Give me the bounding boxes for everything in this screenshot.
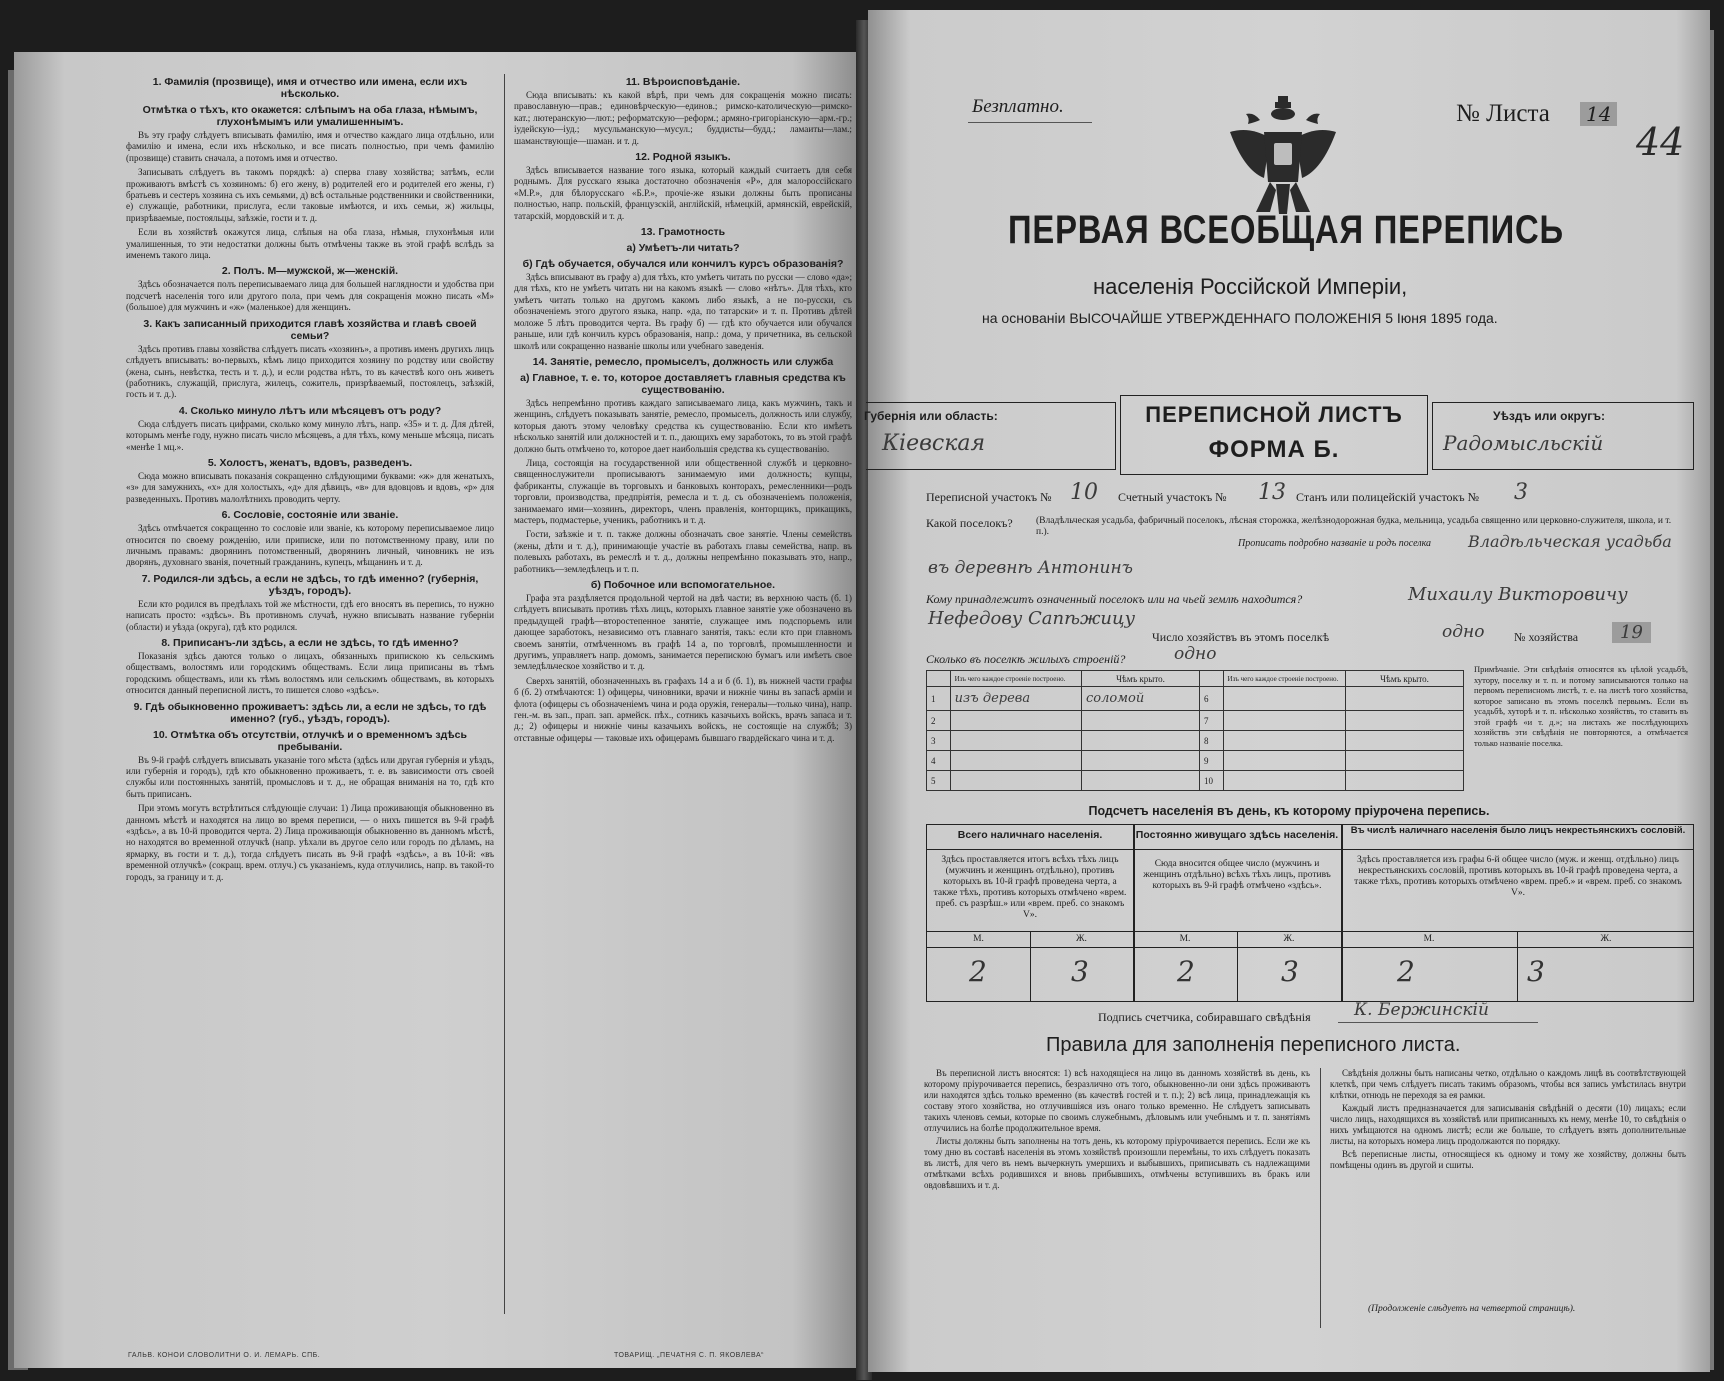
signature-line	[1338, 1022, 1538, 1023]
gubernia-box	[866, 402, 1116, 470]
bld-row-number-2: 8	[1199, 731, 1223, 751]
instruction-paragraph: Сверхъ занятій, обозначенныхъ въ графахъ 14 а и б (б. 1), въ нижней части графы б (б. 2) отмѣчаются: 1) офицеры, чиновники, врачи и нижніе чины въ запасѣ арміи и флота (офицеры съ обозначеніемъ чина и рода оружія, генералы—только чина), напр. ген.-м. въ зап., прап. зап. армейск. пѣх., сотникъ казачьихъ войскъ, врачъ запаса и т. д.; 2) офицеры и нижніе чины казачьихъ войскъ, не состоящіе на службѣ; 3) отставные офицеры — таковые ихъ офицерамъ бывшаго гвардейскаго чина и т. д.	[514, 675, 852, 743]
rules-paragraph: Листы должны быть заполнены на тотъ день, къ которому пріурочивается перепись. Если же къ тому дню въ составѣ населенія въ этомъ хозяйствѣ произошли перемѣны, то ихъ слѣдуетъ показать въ листѣ, для чего въ немъ вычеркнуть умершихъ и выбывшихъ, приписывать съ надлежащими отмѣтками всѣхъ родившихся и вновь прибывшихъ, отмѣчены вступившихъ въ бракъ или овдовѣвшихъ и т. д.	[924, 1136, 1310, 1190]
bld-row-roof	[1082, 771, 1200, 791]
census-title: ПЕРВАЯ ВСЕОБЩАЯ ПЕРЕПИСЬ	[1008, 208, 1564, 252]
rules-divider	[1320, 1068, 1321, 1328]
form-title: ПЕРЕПИСНОЙ ЛИСТЪ	[1145, 402, 1403, 427]
instruction-paragraph: Сюда слѣдуетъ писать цифрами, сколько кому минуло лѣтъ, напр. «35» и т. д. Для дѣтей, которымъ менѣе году, нужно писать число мѣсяцевъ, а для тѣхъ, кому меньше мѣсяца, писать «менѣе 1 мц.».	[126, 418, 494, 452]
bld-row-roof	[1082, 711, 1200, 731]
instruction-paragraph: Здѣсь противъ главы хозяйства слѣдуетъ писать «хозяинъ», а противъ именъ другихъ лицъ слѣдуетъ вписывать: во-первыхъ, кѣмъ лицо приходится хозяину по родству или свойству (жена, сынъ, невѣстка, тесть и т. д.), и если родства нѣтъ, то въ качествѣ кого онъ живетъ (работникъ, служащій, прислуга, жилецъ, сожитель, призрѣваемый, постоялецъ, заѣзжій, гость и т. д.).	[126, 343, 494, 400]
instruction-heading: 5. Холостъ, женатъ, вдовъ, разведенъ.	[207, 456, 413, 469]
instruction-paragraph: Записывать слѣдуетъ въ такомъ порядкѣ: а) сперва главу хозяйства; затѣмъ, если проживаютъ вмѣстѣ съ хозяиномъ: б) его жену, в) родителей его и родителей его жены, г) братьевъ и сестеръ хозяина съ ихъ семьями, д) всѣ остальные родственники и свойственники, е) служащіе, работники, прислуга, если таковые имѣются, и ихъ семьи, ж) жильцы, призрѣваемые, постояльцы, заѣзжіе, гости и т. д.	[126, 167, 494, 223]
owner-label: Кому принадлежитъ означенный поселокъ или на чьей землѣ находится?	[926, 592, 1303, 606]
instruction-heading: 2. Полъ. М—мужской, ж—женскій.	[221, 265, 399, 278]
count-text-permanent: Сюда вносится общее число (мужчинъ и женщинъ отдѣльно) всѣхъ тѣхъ лицъ, противъ которыхъ въ 9-й графѣ отмѣчено «здѣсь».	[1143, 859, 1331, 891]
instruction-paragraph: Здѣсь вписывают въ графу а) для тѣхъ, кто умѣетъ читать по русски — слово «да»; для тѣхъ, кто не умѣетъ читать ни на какомъ языкѣ — слово «нѣтъ». Для тѣхъ, кто умѣетъ читать только на другомъ какомъ либо языкѣ, а не по-русски, съ обозначеніемъ этого другого языка, напр. «да, по татарски» и т. п. Противъ дѣтей моложе 5 лѣтъ проводится черта. Въ графу б) — гдѣ кто обучается или обучался раньше, или гдѣ кончилъ курсъ образованія, напр.: дома, у причетника, въ сельской школѣ или сокращенно названіе школы или учебнаго заведенія.	[514, 272, 852, 351]
instruction-paragraph: Въ эту графу слѣдуетъ вписывать фамилію, имя и отчество каждаго лица отдѣльно, или фамилію и имена, если ихъ нѣсколько, и все писать полностью, при чемъ фамилію (прозвище) ставить сначала, а потомъ имя и отчество.	[126, 130, 494, 163]
count-value-permanent-m: 2	[1177, 955, 1195, 988]
count-zh-label-1: Ж.	[1076, 934, 1087, 944]
signature-value: К. Бержинскій	[1354, 1000, 1489, 1020]
rules-paragraph: Каждый листъ предназначается для записыванія свѣдѣній о десяти (10) лицахъ; если число лицъ, находящихся въ хозяйствѣ или приписанныхъ къ нему, менѣе 10, то свѣдѣнія о нихъ умѣщаются на одномъ листѣ; если же больше, то слѣдуетъ взять дополнительные листы, на которыхъ номера лицъ продолжаются по порядку.	[1330, 1103, 1686, 1146]
bld-head-roof-2: Чѣмъ крыто.	[1346, 671, 1464, 687]
uezd-label: Уѣздъ или округъ:	[1493, 409, 1606, 423]
bld-row-roof	[1082, 751, 1200, 771]
imperial-eagle-emblem	[1220, 92, 1346, 222]
buildings-value: одно	[1174, 644, 1217, 664]
instruction-paragraph: Сюда вписывать: къ какой вѣрѣ, при чемъ для сокращенія можно писать: православную—прав.; единовѣрческую—единов.; римско-католическую—римско-кат.; лютеранскую—лют.; реформатскую—реформ.; армяно-григоріанскую—арм.-гр.; іудейскую—іуд.; мусульманскую—мусул.; буддисты—будд.; ламаиты—лам.; шаманствующіе—шаман. и т. д.	[514, 90, 852, 146]
bld-row-material	[950, 771, 1081, 791]
stan-value: 3	[1514, 480, 1528, 505]
count-m-label-1: М.	[973, 934, 984, 944]
bld-row-number: 1	[927, 687, 951, 711]
free-underline	[968, 122, 1092, 123]
instructions-column-2	[514, 72, 852, 1342]
count-zh-label-2: Ж.	[1283, 934, 1295, 944]
buildings-label: Сколько въ поселкѣ жилыхъ строеній?	[926, 652, 1126, 666]
gubernia-value: Кіевская	[882, 431, 986, 456]
count-head-permanent: Постоянно живущаго здѣсь населенія.	[1135, 829, 1339, 841]
count-district-label: Счетный участокъ №	[1118, 490, 1227, 504]
count-value-total-m: 2	[969, 955, 987, 988]
uezd-box	[1432, 402, 1694, 470]
form-title-box	[1120, 395, 1428, 475]
bld-row-material	[950, 711, 1081, 731]
settlement-hint-2: Прописать подробно названіе и родъ поселка	[1238, 538, 1432, 549]
bld-row-roof	[1082, 731, 1200, 751]
rules-column-1	[924, 1068, 1310, 1326]
instruction-paragraph: Гости, заѣзжіе и т. п. также должны обозначать свое занятіе. Члены семействъ (жены, дѣти и т. д.), принимающіе участіе въ работахъ главы семейства, напр. въ полевыхъ работахъ, въ ремеслѣ и т. д., должны непремѣнно показывать это, напр., работникъ—земледѣлецъ и т. п.	[514, 529, 852, 574]
bld-row-material	[950, 751, 1081, 771]
buildings-table	[926, 670, 1464, 791]
sheet-number-label: № Листа	[1456, 100, 1550, 127]
buildings-note: Примѣчаніе. Эти свѣдѣнія относятся къ цѣлой усадьбѣ, хутору, поселку и т. п. и потому записываются только на первомъ переписномъ листѣ, т. е. на листѣ того хозяйства, которое записано въ этомъ поселкѣ первымъ. Если въ усадьбѣ, хуторѣ и т. п. нѣсколько хозяйствъ, то ставить въ этой графѣ «и т. д.»; на листахъ же послѣдующихъ хозяйствъ эти свѣдѣнія не повторяются, а отмѣчается только названіе поселка.	[1474, 664, 1688, 748]
count-value-non-peasant-zh: 3	[1527, 955, 1545, 988]
instruction-heading: а) Главное, т. е. то, которое доставляетъ главныя средства къ существованію.	[520, 371, 846, 396]
bld-row-roof: соломой	[1082, 687, 1200, 711]
table-row	[927, 711, 1464, 731]
count-m-label-2: М.	[1179, 934, 1191, 944]
instruction-heading: 13. Грамотность	[640, 226, 726, 239]
signature-label: Подпись счетчика, собиравшаго свѣдѣнія	[1098, 1010, 1311, 1024]
farm-number-label: № хозяйства	[1514, 630, 1579, 644]
instruction-heading: 3. Какъ записанный приходится главѣ хозяйства и главѣ своей семьи?	[143, 317, 477, 342]
count-value-permanent-zh: 3	[1281, 955, 1299, 988]
instruction-heading: а) Умѣетъ-ли читать?	[626, 242, 740, 255]
printer-footer-left: ГАЛЬВ. КОНОИ СЛОВОЛИТНИ О. И. ЛЕМАРЬ. СПБ.	[128, 1352, 321, 1359]
rules-paragraph: Всѣ переписные листы, относящіеся къ одному и тому же хозяйству, должны быть помѣщены одинъ въ другой и сшиты.	[1330, 1149, 1686, 1170]
instruction-heading: 10. Отмѣтка объ отсутствіи, отлучкѣ и о временномъ здѣсь пребываніи.	[153, 728, 467, 753]
uezd-value: Радомысльскій	[1443, 431, 1604, 455]
table-row	[927, 687, 1464, 711]
count-text-non-peasant: Здѣсь проставляется изъ графы 6-й общее число (муж. и женщ. отдѣльно) лицъ некрестьянскихъ сословій, противъ которыхъ въ 10-й графѣ проведена черта, а также тѣхъ, противъ которыхъ отмѣчено «врем. преб.» и «врем. преб. со знакомъ V».	[1354, 855, 1682, 898]
instruction-heading: б) Побочное или вспомогательное.	[590, 579, 776, 591]
bld-row-number-2: 7	[1199, 711, 1223, 731]
bld-head-material-2: Изъ чего каждое строеніе построено.	[1223, 671, 1345, 687]
rules-title: Правила для заполненія переписного листа.	[1046, 1034, 1461, 1056]
settlement-label: Какой поселокъ?	[926, 516, 1013, 530]
table-row	[927, 751, 1464, 771]
bld-row-number-2: 10	[1199, 771, 1223, 791]
free-label: Безплатно.	[972, 96, 1064, 117]
bld-row-number-2: 6	[1199, 687, 1223, 711]
owner-value-2: Нефедову Сапѣжицу	[928, 608, 1136, 629]
bld-row-number-2: 9	[1199, 751, 1223, 771]
census-legal-basis: на основаніи ВЫСОЧАЙШЕ УТВЕРЖДЕННАГО ПОЛОЖЕНІЯ 5 Іюня 1895 года.	[982, 310, 1498, 326]
bld-head-roof-1: Чѣмъ крыто.	[1082, 671, 1200, 687]
instruction-heading: б) Гдѣ обучается, обучался или кончилъ курсъ образованія?	[522, 258, 844, 271]
instruction-paragraph: Если въ хозяйствѣ окажутся лица, слѣпыя на оба глаза, нѣмыя, глухонѣмыя или умалишенныя, то эти недостатки должны быть отмѣчены также въ этой графѣ вслѣдъ за именемъ такого лица.	[126, 227, 494, 261]
right-page	[864, 10, 1710, 1372]
instruction-paragraph: Сюда можно вписывать показанія сокращенно слѣдующими буквами: «ж» для женатыхъ, «з» для замужнихъ, «х» для холостыхъ, «д» для дѣвицъ, «в» для вдовцовъ и вдовъ, «р» для разведенныхъ. Противъ малолѣтнихъ проводить черту.	[126, 470, 494, 504]
count-m-label-3: М.	[1423, 934, 1435, 944]
instruction-paragraph: Здѣсь непремѣнно противъ каждаго записываемаго лица, какъ мужчинъ, такъ и женщинъ, слѣдуетъ показывать занятіе, ремесло, промыселъ, должность или службу, которыя даютъ этому человѣку средства къ существованію. Если кто имѣетъ нѣсколько занятій или должностей и т. п., дающихъ ему заработокъ, то въ этой графѣ должно быть отмѣчено то, которое дает наибольшія средства къ существованію.	[514, 397, 852, 454]
farms-count-value: одно	[1442, 622, 1485, 642]
instruction-heading: 11. Вѣроисповѣданіе.	[625, 76, 741, 88]
bld-row-material	[950, 731, 1081, 751]
sheet-number-value: 14	[1580, 102, 1617, 126]
instruction-paragraph: Здѣсь вписывается название того языка, который каждый считаетъ для себя роднымъ. Для русскаго языка достаточно обозначенія «Р», для малороссійскаго «М.Р.», для бѣлорусскаго «Б.Р.», прочіе-же языки должны быть прописаны полностью, напр. польскій, французскій, англійскій, нѣмецкій, армянскій, еврейскій, татарскій, мордовскій и т. д.	[514, 165, 852, 221]
instruction-paragraph: Въ 9-й графѣ слѣдуетъ вписывать указаніе того мѣста (здѣсь или другая губернія и уѣздъ, или губернія и городъ), гдѣ кто обыкновенно проживаетъ, т. е. въ зависимости отъ своей службы или постоянныхъ занятій, промысловъ и т. д., не обращая вниманія на то, гдѣ кто быть приписанъ.	[126, 754, 494, 799]
table-row	[927, 731, 1464, 751]
form-subtitle: ФОРМА Б.	[1208, 436, 1340, 463]
rules-paragraph: Въ переписной листъ вносятся: 1) всѣ находящіеся на лицо въ данномъ хозяйствѣ въ день, къ которому пріурочивается перепись, безразлично отъ того, обыкновенно-ли они здѣсь проживаютъ или находятся здѣсь только временно (въ качествѣ гостей и т. п.); 2) всѣ лица, принадлежащія къ составу этого хозяйства, но отлучившіяся изъ онаго только временно. Не слѣдуетъ записывать такихъ членовъ семьи, которые по своимъ служебнымъ, дѣловымъ или учебнымъ и т. п. занятіямъ отлучились на болѣе продолжительное время.	[924, 1068, 1310, 1133]
count-text-total: Здѣсь проставляется итогъ всѣхъ тѣхъ лицъ (мужчинъ и женщинъ отдѣльно), противъ которыхъ въ 10-й графѣ проведена черта, а также тѣхъ, противъ которыхъ отмѣчено «врем. преб. съ разрѣш.» или «врем. преб. со знакомъ V».	[933, 855, 1127, 920]
instruction-heading: 6. Сословіе, состояніе или званіе.	[221, 509, 399, 522]
census-subtitle: населенія Россійской Имперіи,	[1093, 274, 1408, 299]
buildings-table-header	[927, 671, 1464, 687]
bld-head-material-1: Изъ чего каждое строеніе построено.	[950, 671, 1081, 687]
instruction-heading: 1. Фамилія (прозвище), имя и отчество или имена, если ихъ нѣсколько.	[152, 76, 468, 100]
farm-number-value: 19	[1612, 622, 1651, 643]
rules-continued-note: (Продолженіе слѣдуетъ на четвертой страницѣ).	[1368, 1304, 1576, 1314]
count-head-non-peasant: Въ числѣ наличнаго населенія было лицъ некрестьянскихъ сословій.	[1350, 825, 1686, 836]
instruction-heading: 4. Сколько минуло лѣтъ или мѣсяцевъ отъ роду?	[178, 404, 442, 417]
instruction-heading: Отмѣтка о тѣхъ, кто окажется: слѣпымъ на оба глаза, нѣмымъ, глухонѣмымъ или умалишеннымъ.	[142, 104, 478, 128]
left-page	[14, 52, 860, 1368]
district-label: Переписной участокъ №	[926, 490, 1052, 504]
count-zh-label-3: Ж.	[1600, 934, 1612, 944]
count-value-non-peasant-m: 2	[1397, 955, 1415, 988]
bld-row-material: изъ дерева	[950, 687, 1081, 711]
rules-paragraph: Свѣдѣнія должны быть написаны четко, отдѣльно о каждомъ лицѣ въ соотвѣтствующей клеткѣ, при чемъ слѣдуетъ писать такимъ образомъ, чтобы вся запись умѣстилась внутри клѣтки, отнюдь не переходя за ея рамки.	[1330, 1068, 1686, 1100]
farms-count-label: Число хозяйствъ въ этомъ поселкѣ	[1152, 630, 1330, 644]
bld-row-number: 3	[927, 731, 951, 751]
instruction-paragraph: Показанія здѣсь даются только о лицахъ, обязанныхъ припискою къ сельскимъ обществамъ, волостямъ или городскимъ обществамъ. Если лица приписаны въ тѣмъ городскимъ обществамъ, или къ тѣмъ волостямъ или сельскимъ обществамъ, въ которыхъ относится данный переписной листъ, то пишется слово «здѣсь».	[126, 651, 494, 696]
district-value: 10	[1070, 480, 1098, 505]
instruction-paragraph: При этомъ могутъ встрѣтиться слѣдующіе случаи: 1) Лица проживающія обыкновенно въ данномъ мѣстѣ и находятся на лицо во время переписи, — о нихъ пишется въ 9-й графѣ «здѣсь», а въ 10-й проводится черта. 2) Лица проживающія обыкновенно въ данномъ мѣстѣ, но находятся во временной отлучкѣ (напр. уѣхали въ другое село или городъ по дѣламъ, на ярмарку, въ гости и т. д.), тогда слѣдуетъ писать въ 9-й графѣ «здѣсь», а въ 10-й: «въ временной отлучкѣ» (сокращ. врем. отлуч.) съ указаніемъ, куда отлучились, напр. въ такой-то городъ, за границу и т. д.	[126, 803, 494, 882]
instruction-heading: 8. Приписанъ-ли здѣсь, а если не здѣсь, то гдѣ именно?	[161, 637, 459, 649]
table-row	[927, 771, 1464, 791]
column-divider	[504, 74, 505, 1314]
population-count-title: Подсчетъ населенія въ день, къ которому пріурочена перепись.	[1088, 804, 1490, 818]
settlement-hint: (Владѣльческая усадьба, фабричный поселокъ, лѣсная сторожка, желѣзнодорожная будка, мельница, усадьба священно или церковно-служителя, школа, и т. п.).	[1036, 516, 1672, 537]
settlement-value-2: въ деревнѣ Антонинъ	[928, 558, 1134, 578]
count-head-total: Всего наличнаго населенія.	[957, 829, 1103, 841]
rules-column-2	[1330, 1068, 1686, 1300]
printer-footer-right: ТОВАРИЩ. „ПЕЧАТНЯ С. П. ЯКОВЛЕВА“	[614, 1352, 764, 1359]
instruction-paragraph: Здѣсь отмѣчается сокращенно то сословіе или званіе, къ которому переписываемое лицо относится по своему рожденію, или приписке, или по потомственному праву, или по личнымъ правамъ: дворянинъ потомственный, дворянинъ личный, чиновникъ не изъ дворянъ, духовнаго званія, почетный гражданинъ, купецъ, мѣщанинъ и т. д.	[126, 523, 494, 568]
instruction-heading: 9. Гдѣ обыкновенно проживаетъ: здѣсь ли, а если не здѣсь, то гдѣ именно? (губ., уѣздъ, городъ).	[133, 700, 487, 725]
instruction-paragraph: Графа эта раздѣляется продольной чертой на двѣ части; въ верхнюю часть (б. 1) слѣдуетъ вписывать противъ тѣхъ лицъ, которыхъ главное занятіе уже обозначено въ предыдущей графѣ—второстепенное занятіе, служащее имъ подспорьемъ или дающее заработокъ, независимо отъ главнаго занятія, такъ: если кто при главномъ своемъ занятіи, отмѣченномъ въ графѣ 14 а, по торговлѣ, промышленности и другимъ, управляетъ напр. домомъ, занимается перепискою бумагъ или имѣетъ свое земледѣльческое хозяйство и т. д.	[514, 593, 852, 672]
count-district-value: 13	[1258, 480, 1286, 505]
population-count-table	[926, 824, 1694, 1002]
count-value-total-zh: 3	[1071, 955, 1089, 988]
archive-page-number: 44	[1636, 120, 1685, 164]
bld-row-number: 4	[927, 751, 951, 771]
bld-row-number: 5	[927, 771, 951, 791]
instruction-heading: 7. Родился-ли здѣсь, а если не здѣсь, то гдѣ именно? (губернія, уѣздъ, городъ).	[141, 572, 479, 597]
stan-label: Станъ или полицейскій участокъ №	[1296, 490, 1480, 504]
owner-value: Михаилу Викторовичу	[1408, 584, 1628, 605]
instruction-heading: 14. Занятіе, ремесло, промыселъ, должность или служба	[532, 355, 834, 368]
instruction-paragraph: Здѣсь обозначается полъ переписываемаго лица для большей наглядности и удобства при подсчетѣ населенія того или другого пола, при чемъ для сокращенія можно писать «М» (большое) для мужчинъ и «ж» (маленькое) для женщинъ.	[126, 279, 494, 313]
settlement-value: Владѣльческая усадьба	[1468, 532, 1672, 551]
instructions-column-1	[126, 72, 494, 1342]
instruction-paragraph: Если кто родился въ предѣлахъ той же мѣстности, гдѣ его вносятъ въ перепись, то нужно написать просто: «здѣсь». Въ противномъ случаѣ, нужно вписывать название губерніи (области) и уѣзда (округа), гдѣ кто родился.	[126, 598, 494, 632]
bld-row-number: 2	[927, 711, 951, 731]
gubernia-label: Губернія или область:	[864, 409, 998, 423]
instruction-paragraph: Лица, состоящія на государственной или общественной службѣ и церковно-священнослужители прописываютъ занимаемую ими должность; купцы, фабриканты, служащіе въ торговыхъ и банковыхъ конторахъ, ремесленники—родъ торговли, производства, предпріятія, ремесла и т. д. съ обозначеніемъ положенія, занимаемаго ими—хозяинъ, директоръ, членъ правленія, конторщикъ, прикащикъ, мастеръ, подмастерье, ученикъ, работникъ и т. д.	[514, 457, 852, 525]
instruction-heading: 12. Родной языкъ.	[635, 151, 731, 164]
